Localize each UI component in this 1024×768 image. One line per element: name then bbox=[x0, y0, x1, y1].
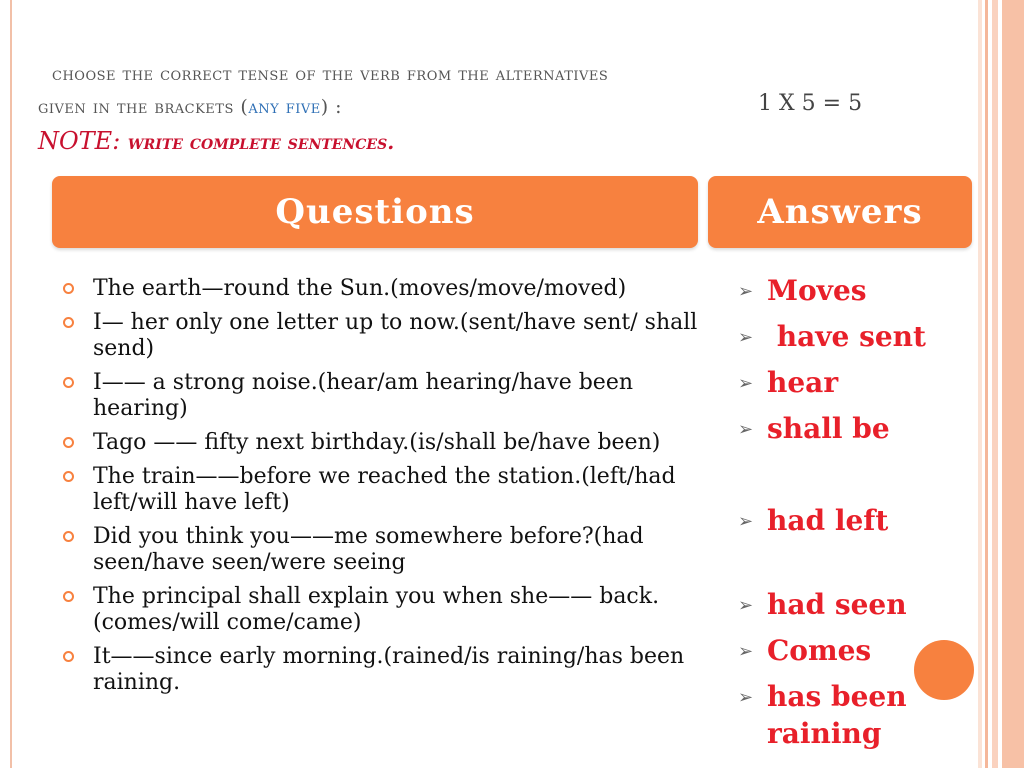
answer-text: have sent bbox=[767, 320, 926, 353]
answer-text: had seen bbox=[767, 588, 907, 621]
answer-text: hear bbox=[767, 366, 839, 399]
orange-circle-decoration bbox=[914, 640, 974, 700]
question-item bbox=[60, 644, 720, 696]
question-text: Tago —— fifty next birthday.(is/shall be/have been) bbox=[93, 430, 661, 455]
question-item bbox=[60, 584, 720, 636]
instruction-line-1: choose the correct tense of the verb from the alternatives bbox=[52, 63, 609, 85]
slide-heading bbox=[38, 58, 938, 159]
answer-item bbox=[738, 272, 867, 309]
circle-bullet-icon bbox=[63, 437, 74, 448]
question-item bbox=[60, 464, 720, 516]
question-item bbox=[60, 276, 720, 302]
question-text: I— her only one letter up to now.(sent/have sent/ shall send) bbox=[93, 310, 698, 361]
circle-bullet-icon bbox=[63, 377, 74, 388]
circle-bullet-icon bbox=[63, 317, 74, 328]
answer-item bbox=[738, 364, 838, 401]
chevron-right-icon: ➢ bbox=[738, 419, 754, 440]
left-border-decoration bbox=[10, 0, 12, 768]
question-text: I—— a strong noise.(hear/am hearing/have been hearing) bbox=[93, 370, 634, 421]
question-text: It——since early morning.(rained/is raining/has been raining. bbox=[93, 644, 685, 695]
answer-text: has been raining bbox=[767, 680, 907, 750]
question-item bbox=[60, 310, 720, 362]
chevron-right-icon: ➢ bbox=[738, 595, 754, 616]
score-label: 1 X 5 = 5 bbox=[758, 91, 863, 116]
answer-text: Moves bbox=[767, 274, 867, 307]
question-text: The earth—round the Sun.(moves/move/moved) bbox=[93, 276, 627, 301]
answer-item bbox=[738, 318, 926, 355]
answer-text: Comes bbox=[767, 634, 872, 667]
answers-header: Answers bbox=[708, 176, 972, 248]
answer-item bbox=[738, 502, 888, 539]
question-text: The train——before we reached the station.(left/had left/will have left) bbox=[93, 464, 676, 515]
chevron-right-icon: ➢ bbox=[738, 373, 754, 394]
question-item bbox=[60, 430, 720, 456]
circle-bullet-icon bbox=[63, 651, 74, 662]
chevron-right-icon: ➢ bbox=[738, 511, 754, 532]
answer-item bbox=[738, 586, 907, 623]
any-five-highlight: any five bbox=[248, 96, 321, 118]
answer-item bbox=[738, 632, 871, 669]
circle-bullet-icon bbox=[63, 591, 74, 602]
circle-bullet-icon bbox=[63, 471, 74, 482]
questions-header: Questions bbox=[52, 176, 698, 248]
answer-item bbox=[738, 410, 890, 447]
right-stripe-decoration bbox=[978, 0, 1024, 768]
instruction-suffix: ) : bbox=[320, 96, 343, 118]
circle-bullet-icon bbox=[63, 531, 74, 542]
chevron-right-icon: ➢ bbox=[738, 281, 754, 302]
question-item bbox=[60, 524, 720, 576]
note-text: write complete sentences. bbox=[127, 130, 395, 154]
chevron-right-icon: ➢ bbox=[738, 641, 754, 662]
answer-text: had left bbox=[767, 504, 889, 537]
chevron-right-icon: ➢ bbox=[738, 687, 754, 708]
chevron-right-icon: ➢ bbox=[738, 327, 754, 348]
questions-list bbox=[60, 276, 720, 704]
question-text: Did you think you——me somewhere before?(had seen/have seen/were seeing bbox=[93, 524, 644, 575]
question-item bbox=[60, 370, 720, 422]
circle-bullet-icon bbox=[63, 283, 74, 294]
instruction-prefix: given in the brackets ( bbox=[38, 96, 249, 118]
question-text: The principal shall explain you when she—— back.(comes/will come/came) bbox=[93, 584, 660, 635]
answer-text: shall be bbox=[767, 412, 890, 445]
note-line bbox=[38, 124, 938, 159]
note-label: NOTE: bbox=[38, 127, 128, 155]
